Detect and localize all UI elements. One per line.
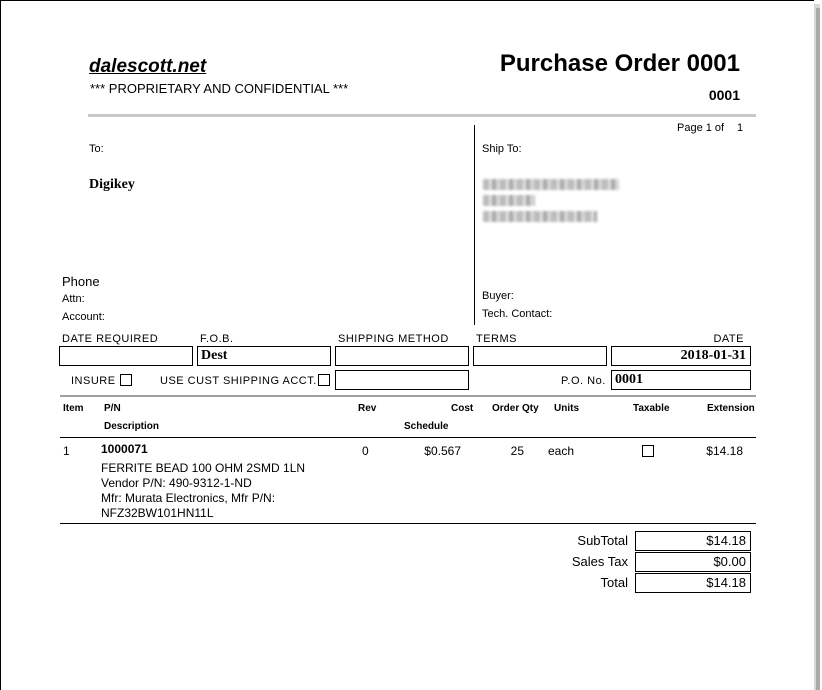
address-divider [474,125,475,325]
col-header-units: Units [554,403,579,414]
row-taxable-checkbox[interactable] [642,445,654,457]
table-top-divider [60,395,756,397]
total-label: Total [600,575,628,590]
phone-label: Phone [62,274,100,289]
subtotal-value: $14.18 [635,531,751,551]
po-no-field: 0001 [611,370,751,390]
po-no-label: P.O. No. [561,375,606,387]
date-label: DATE [713,333,744,345]
ship-to-label: Ship To: [482,143,522,155]
date-required-label: DATE REQUIRED [62,333,159,345]
table-bottom-divider [60,523,756,524]
fob-field: Dest [197,346,331,366]
row-description-line-1: FERRITE BEAD 100 OHM 2SMD 1LN [101,461,306,475]
header-row-divider [60,437,756,438]
ship-to-address-line-3-redacted [483,211,597,222]
ship-to-address-line-2-redacted [483,195,535,206]
row-description-line-2: Vendor P/N: 490-9312-1-ND [101,476,252,490]
insure-checkbox[interactable] [120,374,132,386]
subtotal-label: SubTotal [577,533,628,548]
date-required-field [59,346,193,366]
tech-contact-label: Tech. Contact: [482,308,553,320]
col-header-rev: Rev [358,403,377,414]
total-value: $14.18 [635,573,751,593]
sales-tax-label: Sales Tax [571,554,628,569]
header-divider [88,114,756,117]
row-cost: $0.567 [424,444,461,458]
col-header-cost: Cost [451,403,474,414]
attn-label: Attn: [62,293,85,305]
date-field: 2018-01-31 [611,346,751,366]
col-header-pn: P/N [104,403,121,414]
shipping-method-label: SHIPPING METHOD [338,333,449,345]
page-shadow-dark [816,8,820,690]
row-description-line-4: NFZ32BW101HN11L [101,506,214,520]
use-cust-shipping-label: USE CUST SHIPPING ACCT. [160,375,317,387]
sales-tax-value: $0.00 [635,552,751,572]
row-units: each [548,444,575,458]
row-rev: 0 [362,444,369,458]
row-description-line-3: Mfr: Murata Electronics, Mfr P/N: [101,491,276,505]
ship-to-address-line-1-redacted [483,179,619,190]
row-order-qty: 25 [510,444,524,458]
col-header-schedule: Schedule [404,421,449,432]
col-header-order-qty: Order Qty [492,403,539,414]
terms-field [473,346,607,366]
col-header-item: Item [63,403,84,414]
col-header-extension: Extension [707,403,755,414]
to-label: To: [89,143,104,155]
page-count-label: Page 1 of [677,122,725,134]
row-pn: 1000071 [101,442,148,456]
po-number-header: 0001 [708,87,740,103]
fob-label: F.O.B. [200,333,234,345]
shipping-method-field [335,346,469,366]
row-item: 1 [63,444,70,458]
terms-label: TERMS [476,333,517,345]
confidential-notice: *** PROPRIETARY AND CONFIDENTIAL *** [90,81,349,96]
insure-label: INSURE [71,375,116,387]
page-title: Purchase Order 0001 [499,50,740,77]
company-name: dalescott.net [89,56,207,77]
cust-shipping-account-field [335,370,469,390]
buyer-label: Buyer: [482,290,514,302]
row-extension: $14.18 [706,444,743,458]
page-count-total: 1 [737,122,744,134]
col-header-taxable: Taxable [633,403,670,414]
col-header-description: Description [104,421,160,432]
use-cust-shipping-checkbox[interactable] [318,374,330,386]
account-label: Account: [62,311,105,323]
vendor-name: Digikey [89,177,135,192]
